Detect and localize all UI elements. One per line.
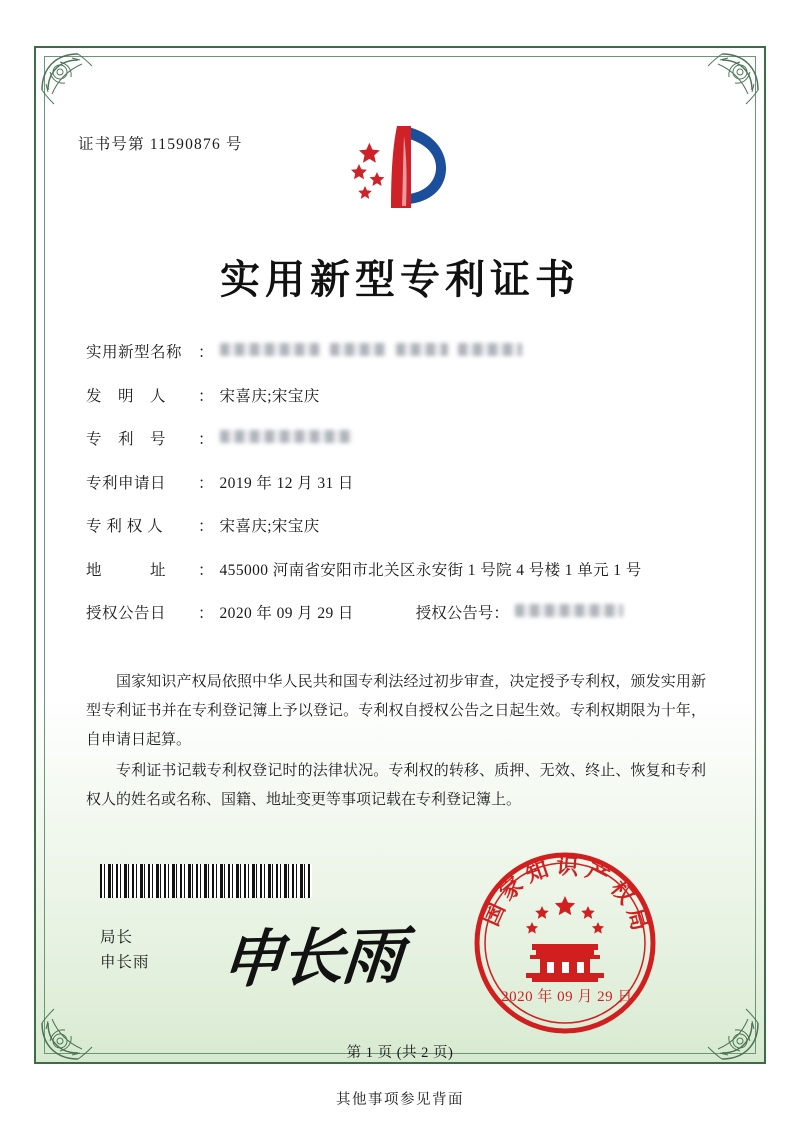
field-row-inventor: [86, 384, 706, 406]
field-colon: ：: [198, 561, 214, 579]
corner-ornament-top-left-icon: [38, 50, 112, 124]
director-role-label: 局长: [100, 929, 134, 946]
field-row-grant-announcement: [86, 601, 706, 623]
field-row-patent-number: [86, 427, 706, 449]
redacted-value-grant-number: [515, 604, 623, 617]
field-value-application-date: 2019 年 12 月 31 日: [219, 474, 354, 492]
redacted-value-patent-number: [220, 430, 352, 443]
legal-text: [86, 668, 706, 817]
field-colon: ：: [198, 474, 214, 492]
signature-labels: [100, 925, 150, 975]
redacted-value-utility-model-name: [220, 343, 320, 356]
field-colon: ：: [198, 605, 214, 622]
field-label: 发 明 人: [86, 387, 167, 405]
field-label: 实用新型名称: [86, 344, 183, 361]
field-row-address: [86, 558, 706, 580]
field-label: 地 址: [86, 561, 167, 579]
field-list: [86, 340, 706, 645]
field-label: 专利申请日: [86, 474, 167, 492]
certificate-number: 证书号第 11590876 号: [78, 136, 243, 153]
field-value-address: 455000 河南省安阳市北关区永安街 1 号院 4 号楼 1 单元 1 号: [219, 561, 642, 579]
field-row-patentee: [86, 514, 706, 536]
svg-text:国家知识产权局: 国家知识产权局: [478, 853, 655, 940]
page-indicator: 第 1 页 (共 2 页): [346, 1045, 454, 1061]
field-value-grant-date: 2020 年 09 月 29 日: [219, 605, 354, 622]
official-seal-icon: [470, 848, 660, 1038]
seal-date: 2020 年 09 月 29 日: [501, 989, 633, 1005]
page-title: 实用新型专利证书: [220, 256, 580, 303]
barcode-icon: [100, 864, 312, 898]
field-row-utility-model-name: [86, 340, 706, 362]
paragraph-2: 专利证书记载专利权登记时的法律状况。专利权的转移、质押、无效、终止、恢复和专利权人的姓名或名称、国籍、地址变更等事项记载在专利登记簿上。: [86, 763, 706, 808]
field-value-inventor: 宋喜庆;宋宝庆: [219, 387, 320, 405]
field-label-grant-number: 授权公告号: [415, 605, 494, 622]
field-colon: ：: [198, 344, 214, 361]
paragraph-1: 国家知识产权局依照中华人民共和国专利法经过初步审查，决定授予专利权，颁发实用新型专利证书并在专利登记簿上予以登记。专利权自授权公告之日起生效。专利权期限为十年，自申请日起算。: [86, 674, 706, 748]
field-label-grant-date: 授权公告日: [86, 605, 167, 622]
corner-ornament-top-right-icon: [688, 50, 762, 124]
handwritten-signature: 申长雨: [218, 918, 405, 997]
redacted-value-utility-model-name-3: [396, 343, 448, 356]
field-row-application-date: [86, 471, 706, 493]
field-label: 专 利 权 人: [86, 518, 164, 535]
redacted-value-utility-model-name-4: [458, 343, 522, 356]
redacted-value-utility-model-name-2: [330, 343, 386, 356]
field-colon: ：: [198, 431, 214, 448]
director-name-label: 申长雨: [100, 954, 150, 971]
field-label: 专 利 号: [86, 431, 167, 448]
back-side-note: 其他事项参见背面: [336, 1092, 464, 1108]
field-colon: ：: [198, 518, 214, 535]
field-colon: ：: [198, 387, 214, 405]
field-colon: ：: [493, 605, 509, 622]
field-value-patentee: 宋喜庆;宋宝庆: [219, 518, 320, 535]
cnipa-logo-icon: [325, 120, 475, 216]
